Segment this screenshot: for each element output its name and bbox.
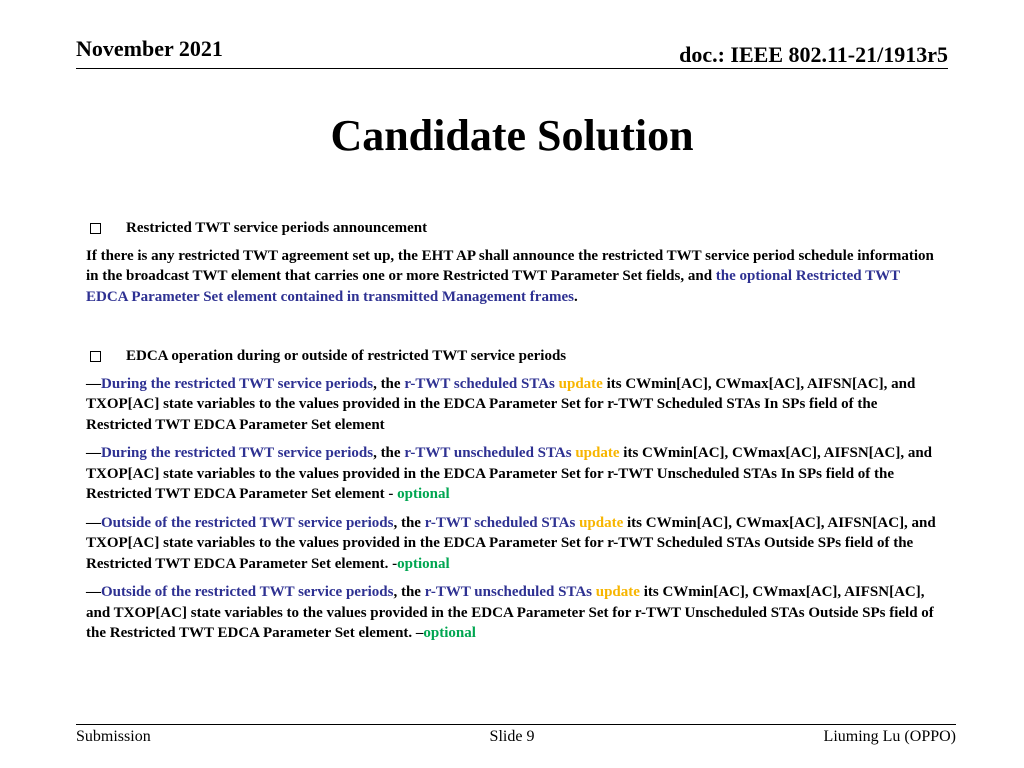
update-keyword: update xyxy=(595,584,640,600)
em-dash: — xyxy=(86,584,101,600)
square-bullet-icon xyxy=(90,351,101,362)
edca-item xyxy=(86,582,942,644)
spacer xyxy=(86,315,942,346)
item-text: its CWmin[AC], CWmax[AC], AIFSN[AC], and TXOP[AC] state variables to the values provided in the EDCA Parameter Set for r-TWT Scheduled STAs In SPs field of the Restricted TWT EDCA Parameter Set element xyxy=(86,375,916,433)
em-dash: — xyxy=(86,445,101,461)
announcement-paragraph xyxy=(86,246,942,308)
footer-divider xyxy=(76,724,956,725)
connector-text: , the xyxy=(373,375,405,392)
footer-author: Liuming Lu (OPPO) xyxy=(823,728,956,745)
bullet-restricted-twt-announcement xyxy=(86,218,942,239)
update-keyword: update xyxy=(575,445,620,461)
em-dash: — xyxy=(86,514,101,531)
sta-type: r-TWT scheduled STAs xyxy=(404,375,555,392)
paragraph-highlight: the optional Restricted TWT EDCA Parameter Set element contained in transmitted Management frames xyxy=(86,268,900,305)
header-date: November 2021 xyxy=(76,36,223,61)
item-text: its CWmin[AC], CWmax[AC], AIFSN[AC], and TXOP[AC] state variables to the values provided in the EDCA Parameter Set for r-TWT Scheduled STAs Outside SPs field of the Restricted TWT EDCA Parameter Set element. - xyxy=(86,514,936,572)
period-phrase: Outside of the restricted TWT service periods xyxy=(101,514,394,531)
connector-text: , the xyxy=(393,514,425,531)
period-phrase: During the restricted TWT service periods xyxy=(101,375,374,392)
update-keyword: update xyxy=(558,375,603,392)
square-bullet-icon xyxy=(90,223,101,234)
edca-item xyxy=(86,374,942,436)
edca-item xyxy=(86,443,942,505)
slide-body xyxy=(86,218,942,652)
em-dash: — xyxy=(86,375,101,392)
item-text: its CWmin[AC], CWmax[AC], AIFSN[AC], and TXOP[AC] state variables to the values provided in the EDCA Parameter Set for r-TWT Unscheduled STAs In SPs field of the Restricted TWT EDCA Parameter Set element - xyxy=(86,445,933,502)
optional-tag: optional xyxy=(397,486,450,502)
bullet-heading: EDCA operation during or outside of restricted TWT service periods xyxy=(126,348,567,364)
header-doc-id: doc.: IEEE 802.11-21/1913r5 xyxy=(679,42,948,67)
sta-type: r-TWT unscheduled STAs xyxy=(404,445,572,461)
item-text: its CWmin[AC], CWmax[AC], AIFSN[AC], and TXOP[AC] state variables to the values provided in the EDCA Parameter Set for r-TWT Unscheduled STAs Outside SPs field of the Restricted TWT EDCA Parameter Set element. – xyxy=(86,584,934,641)
slide-title: Candidate Solution xyxy=(330,111,694,160)
bullet-heading: Restricted TWT service periods announcement xyxy=(126,220,428,236)
period-phrase: Outside of the restricted TWT service periods xyxy=(101,584,394,600)
update-keyword: update xyxy=(579,514,624,531)
optional-tag: optional xyxy=(397,555,450,572)
paragraph-text: If there is any restricted TWT agreement set up, the EHT AP shall announce the restricted TWT service period schedule information in the broadcast TWT element that carries one or more Restricted TWT Parameter Set fields, and xyxy=(86,247,934,284)
sta-type: r-TWT scheduled STAs xyxy=(424,514,576,531)
edca-item xyxy=(86,513,942,575)
bullet-edca-operation xyxy=(86,346,942,367)
optional-tag: optional xyxy=(423,625,476,641)
footer-slide-number: Slide 9 xyxy=(489,728,535,745)
period-phrase: During the restricted TWT service periods xyxy=(101,445,374,461)
connector-text: , the xyxy=(393,584,425,600)
footer-submission: Submission xyxy=(76,728,151,745)
sta-type: r-TWT unscheduled STAs xyxy=(424,584,592,600)
header-divider xyxy=(76,68,948,69)
paragraph-end: . xyxy=(573,288,578,305)
connector-text: , the xyxy=(373,445,405,461)
